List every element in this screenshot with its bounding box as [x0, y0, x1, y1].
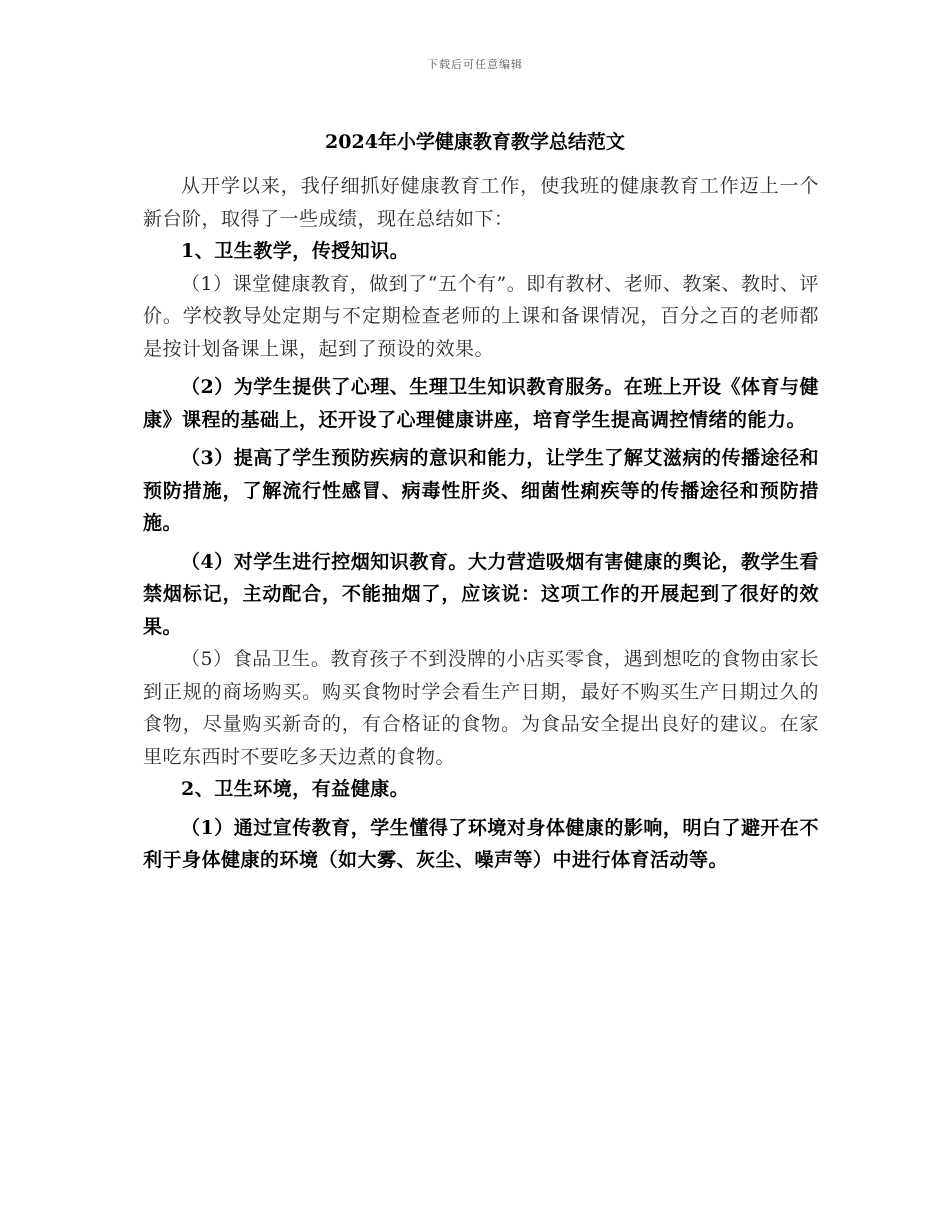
item-paragraph-1-2: （2）为学生提供了心理、生理卫生知识教育服务。在班上开设《体育与健康》课程的基础上，还开设了心理健康讲座，培育学生提高调控情绪的能力。: [143, 376, 819, 431]
item-paragraph-1-5: （5）食品卫生。教育孩子不到没牌的小店买零食，遇到想吃的食物由家长到正规的商场购买。购买食物时学会看生产日期，最好不购买生产日期过久的食物，尽量购买新奇的，有合格证的食物。为食品安全提出良好的建议。在家里吃东西时不要吃多天边煮的食物。: [143, 648, 819, 768]
section-heading-1: 1、卫生教学，传授知识。: [181, 240, 410, 262]
section-heading-2: 2、卫生环境，有益健康。: [181, 778, 410, 800]
page-header: 下载后可任意编辑: [427, 58, 523, 71]
document-title: 2024年小学健康教育教学总结范文: [325, 131, 625, 153]
intro-paragraph: 从开学以来，我仔细抓好健康教育工作，使我班的健康教育工作迈上一个新台阶，取得了一些成绩，现在总结如下：: [143, 175, 819, 230]
item-paragraph-2-1: （1）通过宣传教育，学生懂得了环境对身体健康的影响，明白了避开在不利于身体健康的环境（如大雾、灰尘、噪声等）中进行体育活动等。: [143, 816, 819, 871]
item-paragraph-1-4: （4）对学生进行控烟知识教育。大力营造吸烟有害健康的舆论，教学生看禁烟标记，主动配合，不能抽烟了，应该说：这项工作的开展起到了很好的效果。: [143, 550, 819, 638]
document-body: [143, 170, 819, 877]
item-paragraph-1-3: （3）提高了学生预防疾病的意识和能力，让学生了解艾滋病的传播途径和预防措施，了解流行性感冒、病毒性肝炎、细菌性痢疾等的传播途径和预防措施。: [143, 447, 819, 534]
item-paragraph-1-1: （1）课堂健康教育，做到了“五个有”。即有教材、老师、教案、教时、评价。学校教导处定期与不定期检查老师的上课和备课情况，百分之百的老师都是按计划备课上课，起到了预设的效果。: [143, 272, 819, 360]
